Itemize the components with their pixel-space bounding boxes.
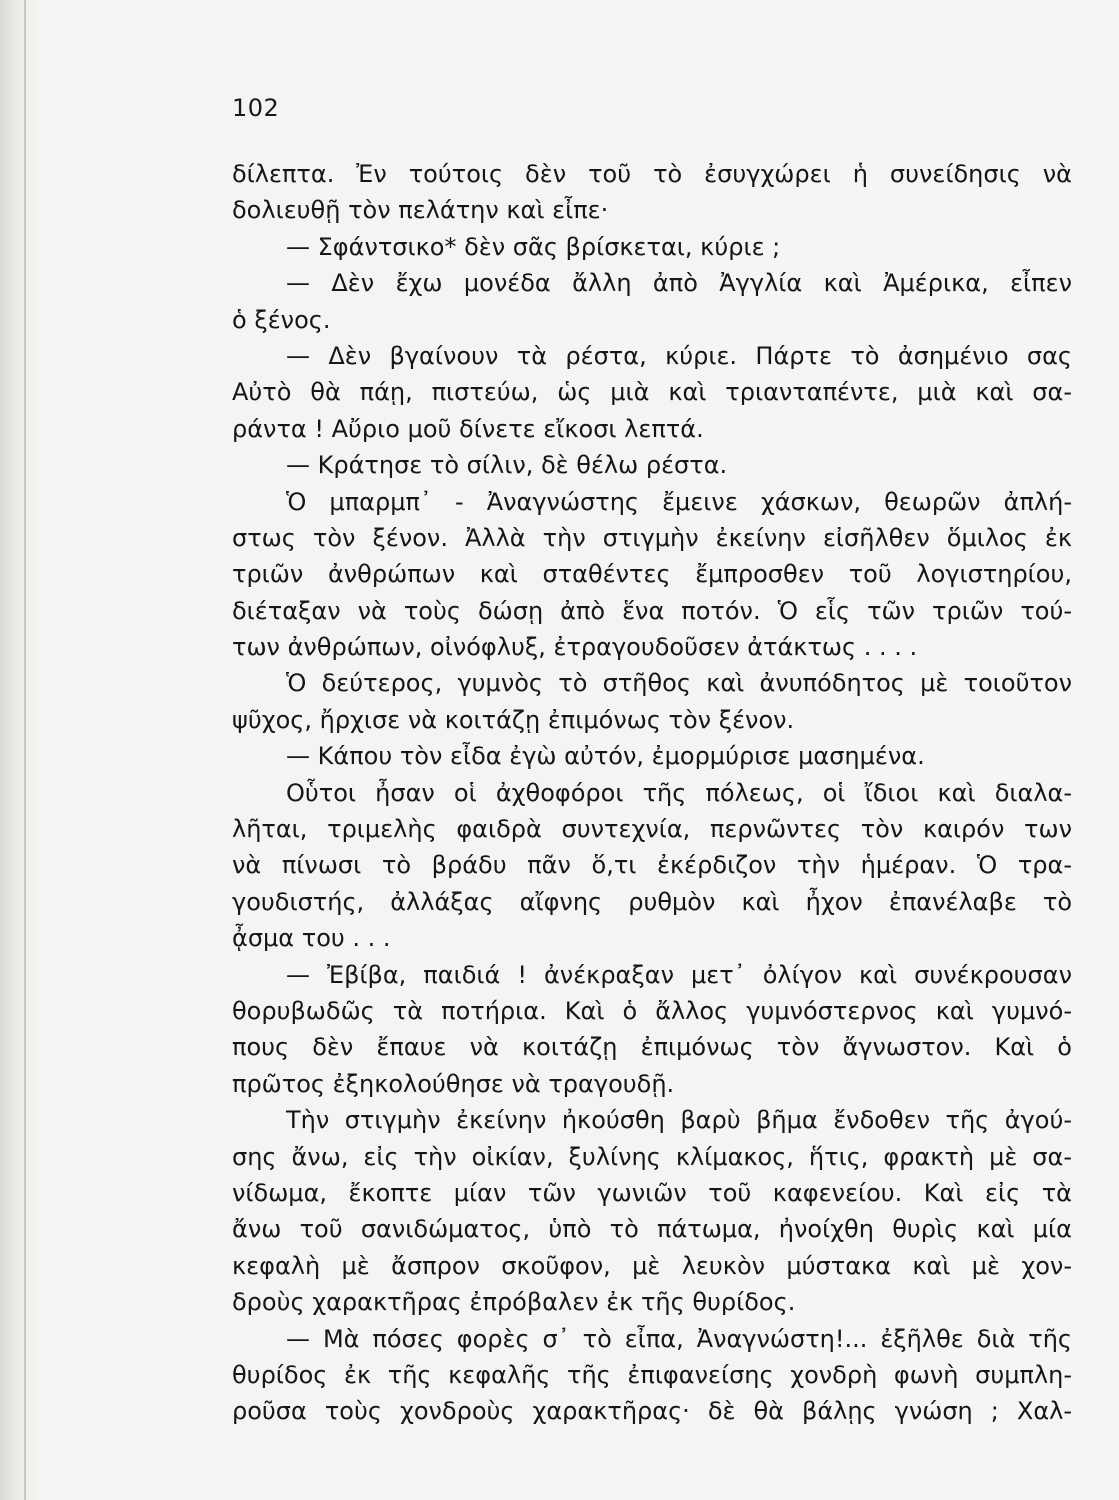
text-line: τριῶν ἀνθρώπων καὶ σταθέντες ἔμπροσθεν τοῦ λογιστηρίου, [232,560,1072,589]
text-line: λῆται, τριμελὴς φαιδρὰ συντεχνία, περνῶντες τὸν καιρόν των [232,815,1072,844]
text-line: σης ἄνω, εἰς τὴν οἰκίαν, ξυλίνης κλίμακος, ἥτις, φρακτὴ μὲ σα- [232,1142,1072,1171]
text-line: νίδωμα, ἔκοπτε μίαν τῶν γωνιῶν τοῦ καφενείου. Καὶ εἰς τὰ [232,1178,1072,1207]
text-line: ψῦχος, ἤρχισε νὰ κοιτάζῃ ἐπιμόνως τὸν ξένον. [232,705,795,734]
text-line: Τὴν στιγμὴν ἐκείνην ἠκούσθη βαρὺ βῆμα ἔνδοθεν τῆς ἀγού- [286,1106,1072,1135]
body-text [232,156,1072,1430]
text-line: — Σφάντσικο* δὲν σᾶς βρίσκεται, κύριε ; [286,232,781,261]
text-line: — Κράτησε τὸ σίλιν, δὲ θέλω ρέστα. [286,451,728,480]
text-line: θυρίδος ἐκ τῆς κεφαλῆς τῆς ἐπιφανείσης χονδρὴ φωνὴ συμπλη- [232,1360,1072,1389]
text-line: των ἀνθρώπων, οἰνόφλυξ, ἐτραγουδοῦσεν ἀτάκτως . . . . [232,633,918,662]
text-line: θορυβωδῶς τὰ ποτήρια. Καὶ ὁ ἄλλος γυμνόστερνος καὶ γυμνό- [232,996,1072,1025]
text-line: — Δὲν ἔχω μονέδα ἄλλη ἀπὸ Ἀγγλία καὶ Ἀμέρικα, εἶπεν [286,269,1072,298]
page-number: 102 [232,94,280,122]
text-line: Οὗτοι ἦσαν οἱ ἀχθοφόροι τῆς πόλεως, οἱ ἴδιοι καὶ διαλα- [286,778,1072,807]
text-line: διέταξαν νὰ τοὺς δώσῃ ἀπὸ ἕνα ποτόν. Ὁ εἷς τῶν τριῶν τού- [232,596,1072,625]
text-line: δροὺς χαρακτῆρας ἐπρόβαλεν ἐκ τῆς θυρίδος. [232,1288,796,1317]
text-line: ἄνω τοῦ σανιδώματος, ὑπὸ τὸ πάτωμα, ἠνοίχθη θυρὶς καὶ μία [232,1215,1072,1244]
binding-gutter [24,0,26,1500]
text-line: Ὁ μπαρμπ᾽ - Ἀναγνώστης ἔμεινε χάσκων, θεωρῶν ἀπλή- [286,487,1072,516]
text-line: νὰ πίνωσι τὸ βράδυ πᾶν ὅ,τι ἐκέρδιζον τὴν ἡμέραν. Ὁ τρα- [232,851,1072,880]
text-line: — Δὲν βγαίνουν τὰ ρέστα, κύριε. Πάρτε τὸ ἀσημένιο σας [286,341,1072,370]
text-line: — Ἐβίβα, παιδιά ! ἀνέκραξαν μετ᾽ ὀλίγον καὶ συνέκρουσαν [286,960,1072,989]
text-line: Αὐτὸ θὰ πάῃ, πιστεύω, ὡς μιὰ καὶ τριανταπέντε, μιὰ καὶ σα- [232,378,1072,407]
text-line: Ὁ δεύτερος, γυμνὸς τὸ στῆθος καὶ ἀνυπόδητος μὲ τοιοῦτον [286,669,1072,698]
text-line: ροῦσα τοὺς χονδροὺς χαρακτῆρας· δὲ θὰ βάλῃς γνώση ; Χαλ- [232,1397,1072,1426]
text-line: — Κάπου τὸν εἶδα ἐγὼ αὐτόν, ἐμορμύρισε μασημένα. [286,742,925,771]
text-line: κεφαλὴ μὲ ἄσπρον σκοῦφον, μὲ λευκὸν μύστακα καὶ μὲ χον- [232,1251,1072,1280]
text-line: πους δὲν ἔπαυε νὰ κοιτάζῃ ἐπιμόνως τὸν ἄγνωστον. Καὶ ὁ [232,1033,1072,1062]
text-line: δολιευθῇ τὸν πελάτην καὶ εἶπε· [232,196,609,225]
text-line: πρῶτος ἐξηκολούθησε νὰ τραγουδῇ. [232,1069,675,1098]
text-line: — Μὰ πόσες φορὲς σ᾽ τὸ εἶπα, Ἀναγνώστη!... ἐξῆλθε διὰ τῆς [286,1324,1072,1353]
text-line: ᾆσμα του . . . [232,924,391,953]
text-line: γουδιστής, ἀλλάξας αἴφνης ρυθμὸν καὶ ἦχον ἐπανέλαβε τὸ [232,887,1072,916]
text-line: δίλεπτα. Ἐν τούτοις δὲν τοῦ τὸ ἐσυγχώρει ἡ συνείδησις νὰ [232,160,1072,188]
text-line: ὁ ξένος. [232,305,331,334]
text-line: στως τὸν ξένον. Ἀλλὰ τὴν στιγμὴν ἐκείνην εἰσῆλθεν ὅμιλος ἐκ [232,523,1072,552]
text-line: ράντα ! Αὔριο μοῦ δίνετε εἴκοσι λεπτά. [232,414,704,443]
